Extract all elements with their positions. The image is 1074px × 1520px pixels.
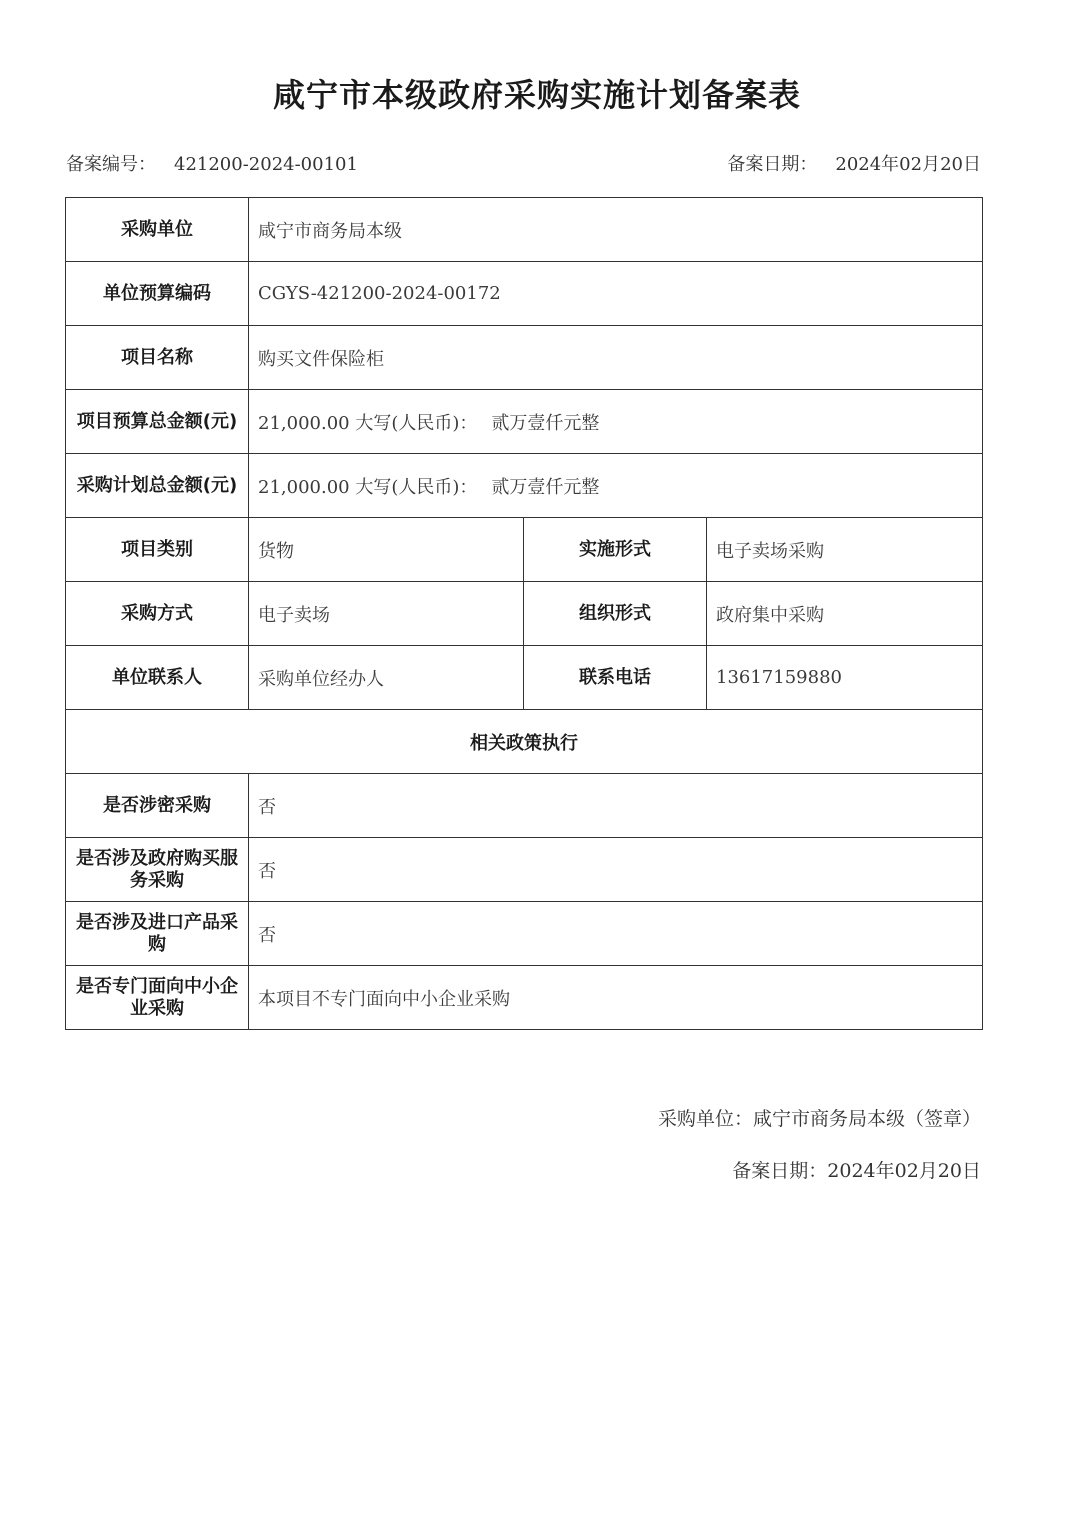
contact-person-value: 采购单位经办人 [249, 646, 524, 710]
impl-form-label: 实施形式 [524, 518, 707, 582]
footer-purchaser-seal: 采购单位：咸宁市商务局本级（签章） [657, 1108, 981, 1130]
record-date-label: 备案日期： [727, 154, 818, 175]
plan-total-amount: 21,000.00 [258, 476, 350, 498]
sme-value: 本项目不专门面向中小企业采购 [249, 966, 983, 1030]
org-form-value: 政府集中采购 [707, 582, 983, 646]
contact-phone-label: 联系电话 [524, 646, 707, 710]
gov-service-label: 是否涉及政府购买服务采购 [66, 838, 249, 902]
import-value: 否 [249, 902, 983, 966]
table-row [66, 582, 983, 646]
table-row [66, 838, 983, 902]
purchase-method-label: 采购方式 [66, 582, 249, 646]
table-row [66, 390, 983, 454]
sme-label: 是否专门面向中小企业采购 [66, 966, 249, 1030]
table-row [66, 710, 983, 774]
table-row [66, 262, 983, 326]
project-name-label: 项目名称 [66, 326, 249, 390]
record-number-label: 备案编号： [66, 154, 156, 175]
purchase-method-value: 电子卖场 [249, 582, 524, 646]
budget-total-caps-label: 大写(人民币)： [355, 412, 478, 434]
table-row [66, 646, 983, 710]
org-form-label: 组织形式 [524, 582, 707, 646]
project-type-label: 项目类别 [66, 518, 249, 582]
record-date [727, 150, 981, 176]
table-row [66, 902, 983, 966]
secret-value: 否 [249, 774, 983, 838]
purchaser-label: 采购单位 [66, 198, 249, 262]
budget-code-value: CGYS-421200-2024-00172 [249, 262, 983, 326]
impl-form-value: 电子卖场采购 [707, 518, 983, 582]
project-name-value: 购买文件保险柜 [249, 326, 983, 390]
footer-record-date: 备案日期：2024年02月20日 [732, 1160, 981, 1182]
table-row [66, 326, 983, 390]
import-label: 是否涉及进口产品采购 [66, 902, 249, 966]
contact-person-label: 单位联系人 [66, 646, 249, 710]
document-title: 咸宁市本级政府采购实施计划备案表 [272, 76, 801, 114]
plan-total-caps: 贰万壹仟元整 [491, 476, 600, 498]
plan-total-caps-label: 大写(人民币)： [355, 476, 478, 498]
record-meta [66, 150, 981, 178]
record-number-value: 421200-2024-00101 [174, 154, 358, 175]
purchaser-value: 咸宁市商务局本级 [249, 198, 983, 262]
record-date-value: 2024年02月20日 [835, 154, 981, 175]
table-row [66, 454, 983, 518]
table-row [66, 518, 983, 582]
budget-total-value [249, 390, 983, 454]
policy-section-title: 相关政策执行 [66, 710, 983, 774]
budget-total-amount: 21,000.00 [258, 412, 350, 434]
project-type-value: 货物 [249, 518, 524, 582]
secret-label: 是否涉密采购 [66, 774, 249, 838]
budget-code-label: 单位预算编码 [66, 262, 249, 326]
table-row [66, 198, 983, 262]
budget-total-caps: 贰万壹仟元整 [491, 412, 600, 434]
table-row [66, 774, 983, 838]
contact-phone-value: 13617159880 [707, 646, 983, 710]
record-form-table [65, 197, 983, 1030]
plan-total-value [249, 454, 983, 518]
budget-total-label: 项目预算总金额(元) [66, 390, 249, 454]
plan-total-label: 采购计划总金额(元) [66, 454, 249, 518]
gov-service-value: 否 [249, 838, 983, 902]
table-row [66, 966, 983, 1030]
record-number [66, 150, 358, 176]
